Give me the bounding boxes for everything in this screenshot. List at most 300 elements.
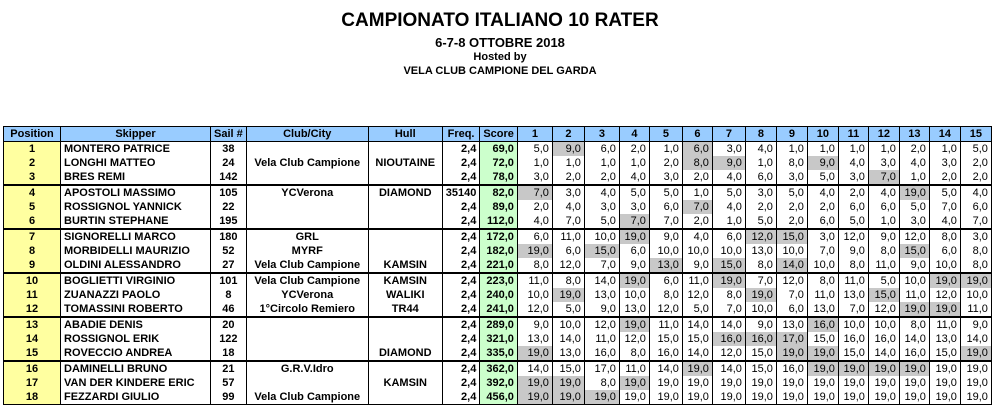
race-result-cell: 8,0 (960, 258, 991, 273)
race-result-cell: 1,0 (682, 185, 712, 200)
race-result-cell: 16,0 (776, 361, 807, 376)
race-result-cell: 2,0 (745, 200, 776, 214)
column-header: 5 (649, 127, 682, 142)
race-result-cell: 1,0 (929, 142, 960, 157)
score-cell: 456,0 (480, 390, 518, 405)
race-result-cell: 9,0 (960, 317, 991, 332)
table-row (4, 258, 992, 273)
column-header: Hull (368, 127, 442, 142)
race-result-cell: 1,0 (584, 156, 619, 170)
table-row (4, 346, 992, 361)
race-result-cell: 16,0 (584, 346, 619, 361)
column-header: 2 (552, 127, 584, 142)
race-result-cell: 7,0 (619, 214, 649, 229)
race-result-cell: 2,0 (682, 170, 712, 185)
race-result-cell: 7,0 (960, 214, 991, 229)
score-cell: 362,0 (480, 361, 518, 376)
race-result-cell: 3,0 (745, 185, 776, 200)
table-header-row (4, 127, 992, 142)
race-result-cell: 8,0 (552, 273, 584, 288)
race-result-cell: 19,0 (619, 229, 649, 244)
race-result-cell: 16,0 (745, 332, 776, 346)
sail-number-cell: 180 (211, 229, 247, 244)
race-result-cell: 3,0 (712, 142, 745, 157)
race-result-cell: 1,0 (838, 142, 868, 157)
hull-cell (368, 142, 442, 157)
club-cell (246, 317, 368, 332)
race-result-cell: 13,0 (619, 302, 649, 317)
sail-number-cell: 8 (211, 288, 247, 302)
sail-number-cell: 22 (211, 200, 247, 214)
frequency-cell: 2,4 (442, 273, 480, 288)
hull-cell (368, 332, 442, 346)
race-result-cell: 8,0 (807, 273, 838, 288)
race-result-cell: 5,0 (712, 185, 745, 200)
column-header: 12 (868, 127, 899, 142)
hull-cell (368, 390, 442, 405)
race-result-cell: 6,0 (712, 229, 745, 244)
race-result-cell: 13,0 (649, 258, 682, 273)
race-result-cell: 5,0 (929, 185, 960, 200)
race-result-cell: 11,0 (929, 317, 960, 332)
race-result-cell: 14,0 (712, 361, 745, 376)
race-result-cell: 9,0 (712, 156, 745, 170)
race-result-cell: 1,0 (745, 156, 776, 170)
race-result-cell: 19,0 (517, 244, 552, 258)
race-result-cell: 10,0 (649, 244, 682, 258)
race-result-cell: 7,0 (929, 200, 960, 214)
race-result-cell: 13,0 (552, 346, 584, 361)
table-row (4, 142, 992, 157)
race-result-cell: 19,0 (776, 376, 807, 390)
race-result-cell: 15,0 (929, 346, 960, 361)
sail-number-cell: 101 (211, 273, 247, 288)
race-result-cell: 12,0 (584, 317, 619, 332)
race-result-cell: 4,0 (745, 142, 776, 157)
position-cell: 12 (4, 302, 61, 317)
sail-number-cell: 105 (211, 185, 247, 200)
race-result-cell: 15,0 (682, 332, 712, 346)
race-result-cell: 6,0 (682, 142, 712, 157)
race-result-cell: 8,0 (960, 244, 991, 258)
race-result-cell: 10,0 (745, 302, 776, 317)
race-result-cell: 8,0 (838, 258, 868, 273)
race-result-cell: 4,0 (899, 156, 929, 170)
skipper-cell: MONTERO PATRICE (61, 142, 211, 157)
race-result-cell: 14,0 (682, 346, 712, 361)
race-result-cell: 19,0 (868, 376, 899, 390)
score-cell: 392,0 (480, 376, 518, 390)
host-club: VELA CLUB CAMPIONE DEL GARDA (403, 65, 597, 77)
race-result-cell: 19,0 (619, 273, 649, 288)
race-result-cell: 1,0 (517, 156, 552, 170)
column-header: 6 (682, 127, 712, 142)
race-result-cell: 8,0 (517, 258, 552, 273)
race-result-cell: 5,0 (584, 214, 619, 229)
score-cell: 182,0 (480, 244, 518, 258)
race-result-cell: 8,0 (776, 156, 807, 170)
sail-number-cell: 195 (211, 214, 247, 229)
club-cell: Vela Club Campione (246, 258, 368, 273)
race-result-cell: 4,0 (682, 229, 712, 244)
hull-cell: TR44 (368, 302, 442, 317)
race-result-cell: 3,0 (838, 170, 868, 185)
race-result-cell: 11,0 (584, 332, 619, 346)
race-result-cell: 4,0 (712, 200, 745, 214)
club-cell: GRL (246, 229, 368, 244)
race-result-cell: 3,0 (649, 170, 682, 185)
race-result-cell: 9,0 (682, 258, 712, 273)
club-cell (246, 332, 368, 346)
race-result-cell: 8,0 (619, 346, 649, 361)
race-result-cell: 4,0 (712, 170, 745, 185)
race-result-cell: 8,0 (745, 258, 776, 273)
race-result-cell: 19,0 (619, 390, 649, 405)
score-cell: 69,0 (480, 142, 518, 157)
race-result-cell: 5,0 (960, 142, 991, 157)
race-result-cell: 19,0 (712, 376, 745, 390)
club-cell: 1°Circolo Remiero (246, 302, 368, 317)
sail-number-cell: 20 (211, 317, 247, 332)
column-header: Skipper (61, 127, 211, 142)
race-result-cell: 12,0 (517, 302, 552, 317)
race-result-cell: 7,0 (682, 200, 712, 214)
race-result-cell: 14,0 (899, 332, 929, 346)
club-cell (246, 214, 368, 229)
club-cell (246, 142, 368, 157)
race-result-cell: 2,0 (960, 170, 991, 185)
race-result-cell: 12,0 (619, 332, 649, 346)
race-result-cell: 1,0 (807, 142, 838, 157)
race-result-cell: 11,0 (517, 273, 552, 288)
table-row (4, 332, 992, 346)
skipper-cell: SIGNORELLI MARCO (61, 229, 211, 244)
race-result-cell: 4,0 (552, 200, 584, 214)
race-result-cell: 12,0 (776, 273, 807, 288)
club-cell: YCVerona (246, 185, 368, 200)
race-result-cell: 12,0 (929, 288, 960, 302)
race-result-cell: 2,0 (776, 200, 807, 214)
race-result-cell: 19,0 (552, 376, 584, 390)
score-cell: 112,0 (480, 214, 518, 229)
skipper-cell: DAMINELLI BRUNO (61, 361, 211, 376)
race-result-cell: 13,0 (776, 317, 807, 332)
race-result-cell: 10,0 (712, 244, 745, 258)
race-result-cell: 6,0 (649, 273, 682, 288)
race-result-cell: 19,0 (745, 288, 776, 302)
race-result-cell: 9,0 (552, 142, 584, 157)
race-result-cell: 16,0 (649, 346, 682, 361)
race-result-cell: 8,0 (868, 244, 899, 258)
table-row (4, 376, 992, 390)
race-result-cell: 17,0 (776, 332, 807, 346)
skipper-cell: MORBIDELLI MAURIZIO (61, 244, 211, 258)
club-cell (246, 346, 368, 361)
column-header: Freq. (442, 127, 480, 142)
race-result-cell: 10,0 (517, 288, 552, 302)
skipper-cell: ROSSIGNOL YANNICK (61, 200, 211, 214)
sail-number-cell: 24 (211, 156, 247, 170)
race-result-cell: 12,0 (552, 258, 584, 273)
frequency-cell: 2,4 (442, 156, 480, 170)
hull-cell (368, 214, 442, 229)
race-result-cell: 2,0 (960, 156, 991, 170)
skipper-cell: BRES REMI (61, 170, 211, 185)
race-result-cell: 4,0 (838, 156, 868, 170)
race-result-cell: 6,0 (584, 142, 619, 157)
race-result-cell: 19,0 (807, 346, 838, 361)
hull-cell (368, 170, 442, 185)
race-result-cell: 12,0 (712, 346, 745, 361)
race-result-cell: 19,0 (776, 346, 807, 361)
race-result-cell: 14,0 (584, 273, 619, 288)
race-result-cell: 3,0 (552, 185, 584, 200)
race-result-cell: 12,0 (745, 229, 776, 244)
race-result-cell: 2,0 (649, 156, 682, 170)
race-result-cell: 19,0 (807, 361, 838, 376)
race-result-cell: 4,0 (619, 170, 649, 185)
race-result-cell: 2,0 (584, 170, 619, 185)
race-result-cell: 1,0 (552, 156, 584, 170)
club-cell (246, 170, 368, 185)
skipper-cell: TOMASSINI ROBERTO (61, 302, 211, 317)
race-result-cell: 9,0 (899, 258, 929, 273)
race-result-cell: 19,0 (899, 302, 929, 317)
race-result-cell: 6,0 (960, 200, 991, 214)
race-result-cell: 5,0 (899, 200, 929, 214)
position-cell: 4 (4, 185, 61, 200)
race-result-cell: 19,0 (929, 390, 960, 405)
race-result-cell: 3,0 (619, 200, 649, 214)
race-result-cell: 19,0 (517, 376, 552, 390)
race-result-cell: 2,0 (517, 200, 552, 214)
frequency-cell: 2,4 (442, 317, 480, 332)
hull-cell: DIAMOND (368, 346, 442, 361)
race-result-cell: 19,0 (838, 361, 868, 376)
race-result-cell: 11,0 (838, 273, 868, 288)
race-result-cell: 7,0 (649, 214, 682, 229)
race-result-cell: 9,0 (745, 317, 776, 332)
table-row (4, 156, 992, 170)
race-result-cell: 19,0 (807, 376, 838, 390)
race-result-cell: 6,0 (619, 244, 649, 258)
race-result-cell: 2,0 (807, 200, 838, 214)
skipper-cell: ABADIE DENIS (61, 317, 211, 332)
race-result-cell: 15,0 (649, 332, 682, 346)
frequency-cell: 2,4 (442, 346, 480, 361)
race-result-cell: 19,0 (552, 390, 584, 405)
race-result-cell: 19,0 (929, 302, 960, 317)
position-cell: 14 (4, 332, 61, 346)
score-cell: 289,0 (480, 317, 518, 332)
race-result-cell: 2,0 (899, 142, 929, 157)
column-header: 10 (807, 127, 838, 142)
results-table (3, 126, 992, 405)
race-result-cell: 19,0 (649, 376, 682, 390)
race-result-cell: 2,0 (619, 142, 649, 157)
race-result-cell: 3,0 (868, 156, 899, 170)
column-header: 3 (584, 127, 619, 142)
race-result-cell: 7,0 (712, 302, 745, 317)
frequency-cell: 2,4 (442, 214, 480, 229)
skipper-cell: ROSSIGNOL ERIK (61, 332, 211, 346)
race-result-cell: 7,0 (517, 185, 552, 200)
frequency-cell: 2,4 (442, 142, 480, 157)
race-result-cell: 2,0 (929, 170, 960, 185)
race-result-cell: 19,0 (868, 390, 899, 405)
race-result-cell: 19,0 (712, 273, 745, 288)
race-result-cell: 7,0 (807, 244, 838, 258)
race-result-cell: 12,0 (838, 229, 868, 244)
race-result-cell: 7,0 (584, 258, 619, 273)
race-result-cell: 11,0 (960, 302, 991, 317)
column-header: Position (4, 127, 61, 142)
race-result-cell: 10,0 (776, 244, 807, 258)
race-result-cell: 8,0 (899, 317, 929, 332)
hull-cell: NIOUTAINE (368, 156, 442, 170)
race-result-cell: 4,0 (517, 214, 552, 229)
skipper-cell: ROVECCIO ANDREA (61, 346, 211, 361)
race-result-cell: 5,0 (649, 185, 682, 200)
column-header: 15 (960, 127, 991, 142)
table-row (4, 200, 992, 214)
race-result-cell: 5,0 (838, 214, 868, 229)
table-row (4, 229, 992, 244)
sail-number-cell: 21 (211, 361, 247, 376)
column-header: 4 (619, 127, 649, 142)
race-result-cell: 9,0 (868, 229, 899, 244)
race-result-cell: 13,0 (517, 332, 552, 346)
race-result-cell: 4,0 (584, 185, 619, 200)
race-result-cell: 19,0 (899, 361, 929, 376)
position-cell: 10 (4, 273, 61, 288)
skipper-cell: OLDINI ALESSANDRO (61, 258, 211, 273)
sail-number-cell: 99 (211, 390, 247, 405)
race-result-cell: 14,0 (649, 361, 682, 376)
race-result-cell: 6,0 (929, 244, 960, 258)
race-result-cell: 2,0 (682, 214, 712, 229)
race-result-cell: 12,0 (868, 302, 899, 317)
score-cell: 78,0 (480, 170, 518, 185)
race-result-cell: 19,0 (619, 376, 649, 390)
race-result-cell: 15,0 (838, 346, 868, 361)
race-result-cell: 13,0 (807, 302, 838, 317)
race-result-cell: 3,0 (807, 229, 838, 244)
club-cell: YCVerona (246, 288, 368, 302)
race-result-cell: 11,0 (682, 273, 712, 288)
column-header: 8 (745, 127, 776, 142)
position-cell: 17 (4, 376, 61, 390)
race-result-cell: 10,0 (619, 288, 649, 302)
race-result-cell: 10,0 (899, 273, 929, 288)
hull-cell (368, 317, 442, 332)
race-result-cell: 9,0 (807, 156, 838, 170)
race-result-cell: 2,0 (838, 185, 868, 200)
race-result-cell: 5,0 (619, 185, 649, 200)
race-result-cell: 16,0 (807, 317, 838, 332)
race-result-cell: 5,0 (868, 273, 899, 288)
race-result-cell: 15,0 (584, 244, 619, 258)
sail-number-cell: 122 (211, 332, 247, 346)
frequency-cell: 2,4 (442, 302, 480, 317)
race-result-cell: 9,0 (838, 244, 868, 258)
race-result-cell: 8,0 (929, 229, 960, 244)
race-result-cell: 10,0 (584, 229, 619, 244)
race-result-cell: 15,0 (868, 288, 899, 302)
race-result-cell: 19,0 (745, 390, 776, 405)
race-result-cell: 10,0 (682, 244, 712, 258)
results-body (4, 142, 992, 405)
race-result-cell: 19,0 (552, 288, 584, 302)
race-result-cell: 15,0 (776, 229, 807, 244)
race-result-cell: 19,0 (682, 390, 712, 405)
race-result-cell: 5,0 (682, 302, 712, 317)
hull-cell (368, 361, 442, 376)
race-result-cell: 11,0 (807, 288, 838, 302)
sail-number-cell: 27 (211, 258, 247, 273)
race-result-cell: 19,0 (619, 317, 649, 332)
race-result-cell: 6,0 (517, 229, 552, 244)
race-result-cell: 6,0 (745, 170, 776, 185)
hull-cell (368, 244, 442, 258)
race-result-cell: 16,0 (838, 332, 868, 346)
race-result-cell: 19,0 (868, 361, 899, 376)
race-result-cell: 6,0 (868, 200, 899, 214)
position-cell: 16 (4, 361, 61, 376)
page-title: CAMPIONATO ITALIANO 10 RATER (341, 10, 659, 31)
table-row (4, 214, 992, 229)
table-row (4, 390, 992, 405)
sail-number-cell: 52 (211, 244, 247, 258)
hull-cell: KAMSIN (368, 273, 442, 288)
race-result-cell: 4,0 (807, 185, 838, 200)
race-result-cell: 15,0 (745, 346, 776, 361)
race-result-cell: 11,0 (649, 317, 682, 332)
race-result-cell: 1,0 (868, 142, 899, 157)
column-header: 9 (776, 127, 807, 142)
sail-number-cell: 57 (211, 376, 247, 390)
race-result-cell: 15,0 (552, 361, 584, 376)
race-result-cell: 10,0 (552, 317, 584, 332)
table-row (4, 288, 992, 302)
sail-number-cell: 142 (211, 170, 247, 185)
race-result-cell: 19,0 (960, 346, 991, 361)
club-cell: Vela Club Campione (246, 156, 368, 170)
frequency-cell: 35140 (442, 185, 480, 200)
club-cell: Vela Club Campione (246, 390, 368, 405)
race-result-cell: 5,0 (807, 170, 838, 185)
race-result-cell: 1,0 (776, 142, 807, 157)
race-result-cell: 12,0 (899, 229, 929, 244)
race-result-cell: 13,0 (929, 332, 960, 346)
race-result-cell: 19,0 (960, 390, 991, 405)
race-result-cell: 12,0 (682, 288, 712, 302)
position-cell: 11 (4, 288, 61, 302)
column-header: 7 (712, 127, 745, 142)
table-row (4, 170, 992, 185)
race-result-cell: 7,0 (838, 302, 868, 317)
race-result-cell: 19,0 (960, 376, 991, 390)
position-cell: 18 (4, 390, 61, 405)
race-result-cell: 15,0 (745, 361, 776, 376)
table-row (4, 302, 992, 317)
skipper-cell: FEZZARDI GIULIO (61, 390, 211, 405)
race-result-cell: 13,0 (584, 288, 619, 302)
score-cell: 241,0 (480, 302, 518, 317)
frequency-cell: 2,4 (442, 390, 480, 405)
race-result-cell: 11,0 (899, 288, 929, 302)
race-result-cell: 19,0 (929, 273, 960, 288)
